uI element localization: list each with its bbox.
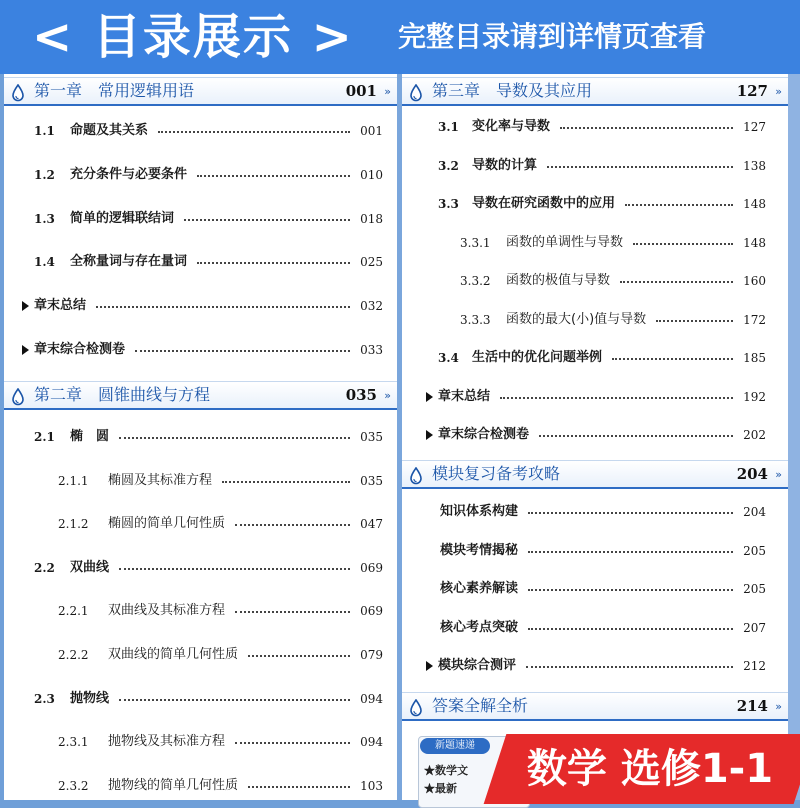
section-title: 椭 圆 [70,429,110,444]
page-number: 025 [360,255,383,270]
bullet-icon [426,661,433,671]
toc-entry[interactable] [402,116,788,138]
section-title: 抛物线的简单几何性质 [108,777,239,793]
toc-entry[interactable] [4,426,397,448]
section-number: 2.3.2 [58,778,89,793]
dot-leader [539,435,733,437]
chapter-tab [402,463,428,489]
dot-leader [235,611,350,613]
page-number: 148 [743,235,766,250]
toc-entry[interactable] [4,470,397,492]
dot-leader [560,127,733,129]
section-title: 椭圆及其标准方程 [108,472,213,488]
section-title: 双曲线及其标准方程 [108,603,226,619]
toc-entry[interactable] [4,557,397,579]
dot-leader [197,262,350,264]
section-title: 函数的最大(小)值与导数 [506,311,647,327]
toc-entry[interactable] [402,424,788,446]
ink-drop-icon [10,388,26,406]
dot-leader [235,742,350,744]
page-number: 138 [743,158,766,173]
bullet-icon [426,392,433,402]
page-number: 033 [360,343,383,357]
section-title: 模块考情揭秘 [440,542,519,558]
chapter-heading[interactable] [402,692,788,721]
page-number: 185 [743,351,766,365]
chevron-right-icon: » [775,700,782,713]
chevron-right-icon: » [775,85,782,98]
page-number: 035 [360,430,383,444]
toc-entry[interactable] [402,386,788,408]
section-number: 2.1 [34,430,55,444]
ink-drop-icon [408,84,424,102]
dot-leader [526,666,733,668]
dot-leader [547,166,733,168]
page-number: 069 [360,560,383,575]
chapter-heading[interactable] [402,77,788,106]
page-number: 079 [360,648,383,662]
dot-leader [500,397,733,399]
toc-entry[interactable] [4,775,397,797]
section-number: 3.3.1 [460,235,491,250]
page-number: 069 [360,604,383,619]
toc-entry[interactable] [4,208,397,230]
section-title: 生活中的优化问题举例 [472,350,603,365]
new-questions-tag: 新题速递 [420,738,490,754]
section-title: 模块综合测评 [438,658,517,674]
ink-drop-icon [408,699,424,717]
toc-entry[interactable] [4,644,397,666]
section-title: 双曲线 [70,559,110,575]
page-number: 172 [743,312,766,327]
dot-leader [235,524,350,526]
chapter-title: 第一章 常用逻辑用语 [34,81,195,100]
dot-leader [625,204,733,206]
dot-leader [158,131,350,133]
section-title: 变化率与导数 [472,119,551,134]
page-number: 010 [360,167,383,182]
chapter-heading[interactable] [402,460,788,489]
section-number: 2.3 [34,691,55,706]
section-title: 章末总结 [438,388,491,404]
section-number: 2.2.2 [58,648,89,662]
toc-entry[interactable] [402,578,788,600]
section-title: 知识体系构建 [440,504,519,519]
section-number: 3.3 [438,197,459,211]
page-number: 127 [743,120,766,134]
page-number: 032 [360,299,383,314]
toc-entry[interactable] [402,347,788,369]
toc-entry[interactable] [402,155,788,177]
dot-leader [633,243,733,245]
chapter-title: 第二章 圆锥曲线与方程 [34,385,211,404]
chevron-right-icon: » [775,468,782,481]
section-number: 1.3 [34,211,55,226]
new-questions-line: ★最新 [424,782,457,795]
left-page [4,74,397,800]
page-number: 035 [360,473,383,488]
dot-leader [528,512,733,514]
page-number: 148 [743,197,766,211]
toc-entry[interactable] [4,688,397,710]
chevron-right-icon: » [384,389,391,402]
section-title: 椭圆的简单几何性质 [108,516,226,532]
bullet-icon [22,301,29,311]
chapter-page-number: 001 [345,82,377,100]
section-number: 1.2 [34,167,55,182]
page-number: 192 [743,389,766,404]
toc-entry[interactable] [4,600,397,622]
dot-leader [248,786,350,788]
section-number: 1.1 [34,124,55,138]
chapter-heading[interactable] [4,381,397,410]
page-number: 094 [360,735,383,750]
chapter-title: 模块复习备考攻略 [432,464,561,483]
chevron-right-icon: » [384,85,391,98]
section-title: 函数的单调性与导数 [506,234,624,250]
section-number: 1.4 [34,255,55,270]
toc-entry[interactable] [402,232,788,254]
section-number: 2.1.1 [58,473,89,488]
section-number: 3.3.3 [460,312,491,327]
page-number: 207 [743,620,766,635]
section-title: 导数在研究函数中的应用 [472,196,616,211]
section-number: 3.4 [438,351,459,365]
section-title: 核心考点突破 [440,619,519,635]
page-edge [788,74,800,800]
bullet-icon [426,430,433,440]
section-title: 命题及其关系 [70,123,149,138]
page-number: 094 [360,691,383,706]
toc-entry[interactable] [4,513,397,535]
banner-subtitle: 完整目录请到详情页查看 [398,20,707,53]
chapter-tab [4,384,30,410]
chapter-page-number: 214 [736,697,768,715]
dot-leader [184,219,350,221]
top-banner [0,0,800,74]
toc-entry[interactable] [4,295,397,317]
section-title: 章末总结 [34,298,87,314]
dot-leader [528,551,733,553]
section-title: 函数的极值与导数 [506,273,611,288]
dot-leader [119,699,350,701]
section-title: 抛物线及其标准方程 [108,734,226,750]
dot-leader [528,628,733,630]
section-title: 章末综合检测卷 [34,342,126,357]
section-number: 3.1 [438,120,459,134]
toc-entry[interactable] [4,164,397,186]
toc-entry[interactable] [402,655,788,677]
page-number: 204 [743,505,766,519]
toc-entry[interactable] [4,339,397,361]
right-page [402,74,788,800]
dot-leader [119,437,350,439]
chapter-tab [402,80,428,106]
section-title: 双曲线的简单几何性质 [108,647,239,662]
chapter-tab [4,80,30,106]
page-number: 001 [360,124,383,138]
page-number: 212 [743,659,766,674]
section-title: 章末综合检测卷 [438,427,530,442]
ink-drop-icon [10,84,26,102]
page-number: 205 [743,582,766,597]
toc-entry[interactable] [402,309,788,331]
toc-entry[interactable] [4,731,397,753]
dot-leader [96,306,350,308]
bullet-icon [22,345,29,355]
dot-leader [656,320,733,322]
section-title: 核心素养解读 [440,581,519,597]
dot-leader [197,175,350,177]
chapter-page-number: 127 [736,82,768,100]
chapter-page-number: 035 [345,386,377,404]
section-number: 2.2 [34,560,55,575]
dot-leader [620,281,733,283]
page-number: 103 [360,778,383,793]
toc-entry[interactable] [4,120,397,142]
section-title: 抛物线 [70,690,110,706]
chapter-heading[interactable] [4,77,397,106]
section-title: 简单的逻辑联结词 [70,210,175,226]
page-number: 205 [743,543,766,558]
toc-entry[interactable] [402,540,788,562]
toc-entry[interactable] [402,617,788,639]
chapter-title: 答案全解全析 [432,696,529,715]
page-number: 018 [360,211,383,226]
new-questions-line: ★数学文 [424,764,468,777]
dot-leader [119,568,350,570]
section-number: 2.2.1 [58,604,89,619]
banner-title: < 目录展示 > [32,9,354,65]
page-number: 047 [360,517,383,532]
toc-entry[interactable] [402,270,788,292]
page-number: 160 [743,274,766,288]
dot-leader [528,589,733,591]
ink-drop-icon [408,467,424,485]
section-title: 充分条件与必要条件 [70,166,188,182]
section-number: 3.3.2 [460,274,491,288]
chapter-tab [402,695,428,721]
chapter-page-number: 204 [736,465,768,483]
section-number: 2.1.2 [58,517,89,532]
toc-entry[interactable] [402,193,788,215]
dot-leader [135,350,350,352]
toc-entry[interactable] [402,501,788,523]
subject-badge: 数学 选修1-1 [526,746,774,792]
chapter-title: 第三章 导数及其应用 [432,81,593,100]
section-title: 导数的计算 [472,157,538,173]
dot-leader [612,358,733,360]
dot-leader [248,655,350,657]
toc-entry[interactable] [4,251,397,273]
section-number: 3.2 [438,158,459,173]
section-title: 全称量词与存在量词 [70,254,188,270]
section-number: 2.3.1 [58,735,89,750]
page-number: 202 [743,428,766,442]
dot-leader [222,481,350,483]
